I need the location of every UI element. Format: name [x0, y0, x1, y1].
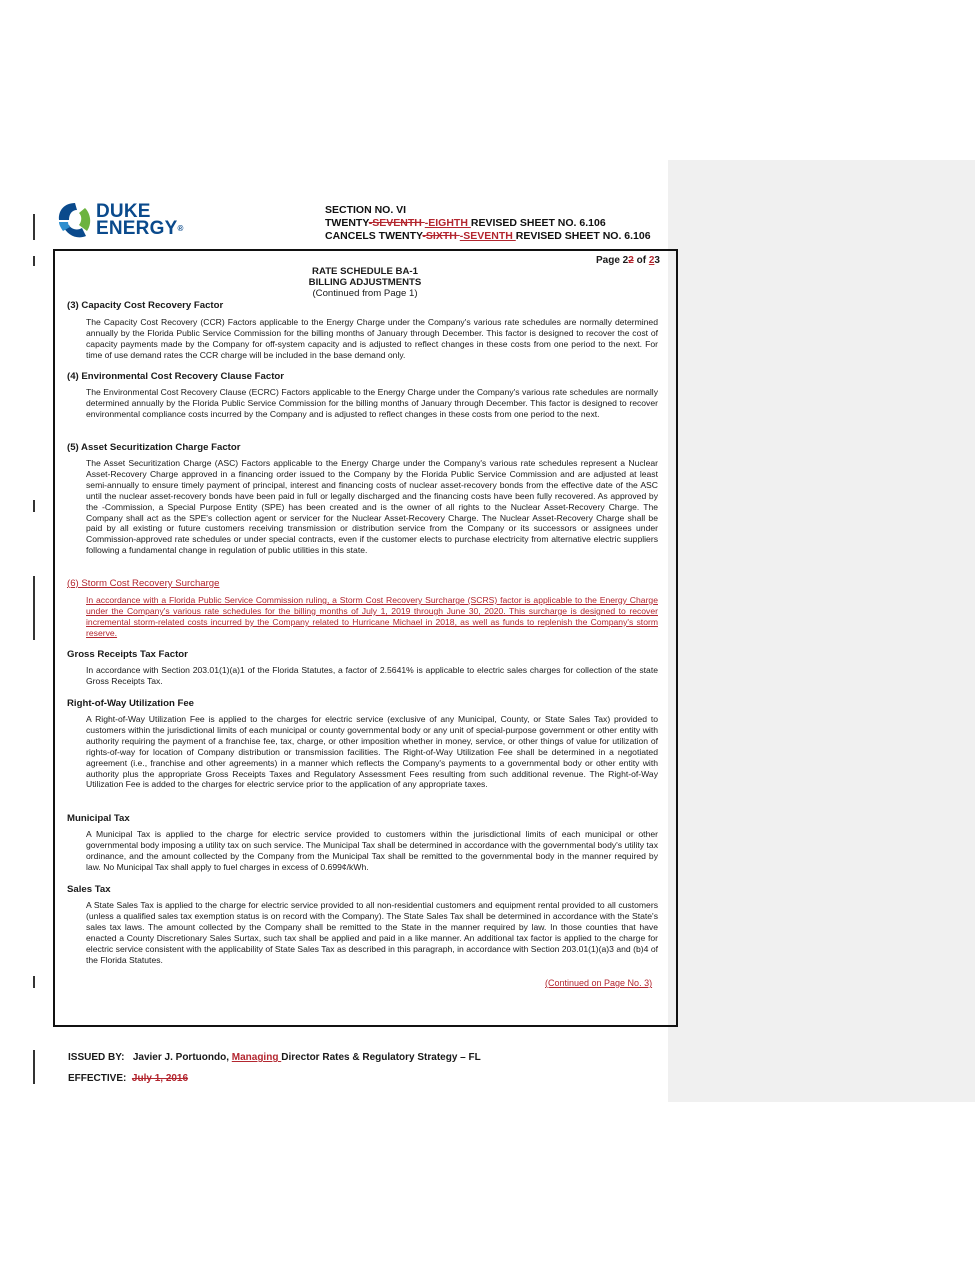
- section-text: A Municipal Tax is applied to the charge for electric service provided to customers within the jurisdictional limits of each municipal or other governmental body imposing a utility tax on such service. The Municipal Tax shall be determined in accordance with the governmental body's utility tax ordinance, and the amount collected by the Company from the Municipal Tax shall be remitted to the governmental body in the manner required by law. No Municipal Tax shall apply to fuel charges in excess of 0.699¢/kWh.: [86, 829, 658, 872]
- section-number: SECTION NO. VI: [325, 204, 407, 216]
- page-deleted: 2: [628, 255, 634, 266]
- section-text: In accordance with Section 203.01(1)(a)1 of the Florida Statutes, a factor of 2.5641% is applicable to electric sales charges for collection of the state Gross Receipts Tax.: [86, 665, 658, 686]
- logo-line1: DUKE: [96, 201, 151, 222]
- change-bar: [33, 500, 35, 512]
- section-heading: Gross Receipts Tax Factor: [67, 649, 188, 660]
- revised-sheet-line: [325, 217, 606, 229]
- issued-by-line: [68, 1052, 481, 1063]
- issued-title: Director Rates & Regulatory Strategy – FL: [281, 1052, 481, 1063]
- change-bar: [33, 976, 35, 988]
- change-bar: [33, 256, 35, 266]
- section-text: The Environmental Cost Recovery Clause (ECRC) Factors applicable to the Energy Charge under the Company's various rate schedules are normally determined annually by the Florida Public Service Commission for the billing months of January through December. This factor is designed to recover environmental compliance costs incurred by the Company and is adjusted to reflect changes in these costs from one period to the next.: [86, 387, 658, 419]
- cancels-sheet-line: [325, 230, 651, 242]
- schedule-title: RATE SCHEDULE BA-1: [312, 266, 418, 277]
- cancels-suffix: REVISED SHEET NO. 6.106: [515, 230, 651, 242]
- issued-inserted: Managing: [231, 1052, 282, 1063]
- cancels-inserted: -SEVENTH: [459, 230, 516, 242]
- duke-energy-logo: [55, 200, 184, 242]
- section-heading: Municipal Tax: [67, 813, 130, 824]
- cancels-prefix: CANCELS TWENTY: [325, 230, 423, 242]
- change-bar: [33, 214, 35, 240]
- continued-on-link[interactable]: (Continued on Page No. 3): [545, 978, 653, 988]
- sheet-prefix: TWENTY: [325, 217, 369, 229]
- section-text-inserted: In accordance with a Florida Public Service Commission ruling, a Storm Cost Recovery Surcharge (SCRS) factor is applicable to the Energy Charge under the Company's various rate schedules for the billing months of July 1, 2019 through June 30, 2020. This surcharge is designed to recover incremental storm-related costs incurred by the Company related to Hurricane Michael in 2018, as well as funds to replenish the Company's storm reserve.: [86, 595, 658, 638]
- effective-deleted: July 1, 2016: [131, 1073, 189, 1084]
- page-number: Page 22 of 23: [596, 255, 660, 266]
- section-text: A Right-of-Way Utilization Fee is applied to the charges for electric service (exclusive of any Municipal, County, or State Sales Tax) provided to customers within the jurisdictional limits of each municipal or county governmental body or any unit of special-purpose government or other entity with authority requiring the payment of a franchise fee, tax, charge, or other imposition whether in money, service, or other things of value for utilization of rights-of-way for location of Company distribution or transmission facilities. The Right-of-Way Utilization Fee shall be determined in a negotiated agreement (i.e., franchise and other agreements) in a manner which reflects the Company's payments to a governmental body or other entity with authority plus the appropriate Gross Receipts Taxes and Regulatory Assessment Fees resulting from such additional revenue. The Right-of-Way Utilization Fee is added to the charges for electric service prior to the application of any appropriate taxes.: [86, 714, 658, 790]
- section-heading: Right-of-Way Utilization Fee: [67, 698, 195, 709]
- section-heading: (5) Asset Securitization Charge Factor: [67, 442, 241, 453]
- issued-label: ISSUED BY:: [68, 1052, 125, 1063]
- logo-reg: ®: [177, 224, 184, 233]
- schedule-subtitle: BILLING ADJUSTMENTS: [308, 277, 422, 288]
- section-text: The Capacity Cost Recovery (CCR) Factors applicable to the Energy Charge under the Company's various rate schedules are normally determined annually by the Florida Public Service Commission for the billing months of January through December. This factor is designed to recover the cost of capacity payments made by the Company for off-system capacity and is adjusted to reflect changes in these costs from one period to the next. For time of use demand rates the CCR charge will be included in the base demand only.: [86, 317, 658, 360]
- sheet-deleted: -SEVENTH: [368, 217, 425, 229]
- continued-from: (Continued from Page 1): [312, 288, 418, 299]
- logo-line2: ENERGY: [96, 218, 178, 239]
- cancels-deleted: -SIXTH: [422, 230, 460, 242]
- logo-mark-icon: [55, 200, 95, 242]
- sheet-suffix: REVISED SHEET NO. 6.106: [470, 217, 606, 229]
- effective-label: EFFECTIVE:: [68, 1073, 127, 1084]
- page-inserted: 2: [648, 255, 655, 266]
- comment-pane: [668, 160, 975, 1102]
- section-heading-inserted: (6) Storm Cost Recovery Surcharge: [67, 578, 220, 589]
- change-bar: [33, 576, 35, 640]
- logo-wordmark: [96, 203, 184, 237]
- sheet-inserted: -EIGHTH: [424, 217, 471, 229]
- section-text: The Asset Securitization Charge (ASC) Factors applicable to the Energy Charge under the Company's various rate schedules represent a Nuclear Asset-Recovery Charge approved in a financing order issued to the Company by the Florida Public Service Commission and are adjusted at least semi-annually to ensure timely payment of principal, interest and financing costs of nuclear asset-recovery bonds from the effective date of the ASC until the nuclear asset-recovery bonds have been paid in full or legally discharged and the financing costs have been fully recovered. As approved by the -Commission, a Special Purpose Entity (SPE) has been created and is the owner of all rights to the Nuclear Asset-Recovery Charge. The Company shall act as the SPE's collection agent or servicer for the Nuclear Asset-Recovery Charge. The Nuclear Asset-Recovery Charge shall be paid by all existing or future customers receiving transmission or distribution service from the Company or its successors or assignees under Commission-approved rate schedules or under special contracts, even if the customer elects to purchase electricity from alternative electric suppliers following a fundamental change in regulation of public utilities in this state.: [86, 458, 658, 556]
- effective-line: [68, 1073, 188, 1084]
- section-heading: (3) Capacity Cost Recovery Factor: [67, 300, 224, 311]
- issued-name: Javier J. Portuondo,: [132, 1052, 232, 1063]
- section-text: A State Sales Tax is applied to the charge for electric service provided to all non-residential customers and equipment rental provided to all customers (unless a qualified sales tax exemption status is on record with the Company). The State Sales Tax shall be determined in accordance with the State's sales tax laws. The amount collected by the Company shall be remitted to the State in the manner required by law. In those counties that have enacted a County Discretionary Sales Surtax, such tax shall be applied and paid in a like manner. An additional tax factor is applied to the charge for electric service consistent with the applicability of State Sales Tax as described in this paragraph, in accordance with Section 203.01(1)(a)3 and (b)4 of the Florida Statutes.: [86, 900, 658, 965]
- change-bar: [33, 1050, 35, 1084]
- section-heading: (4) Environmental Cost Recovery Clause Factor: [67, 371, 284, 382]
- section-heading: Sales Tax: [67, 884, 111, 895]
